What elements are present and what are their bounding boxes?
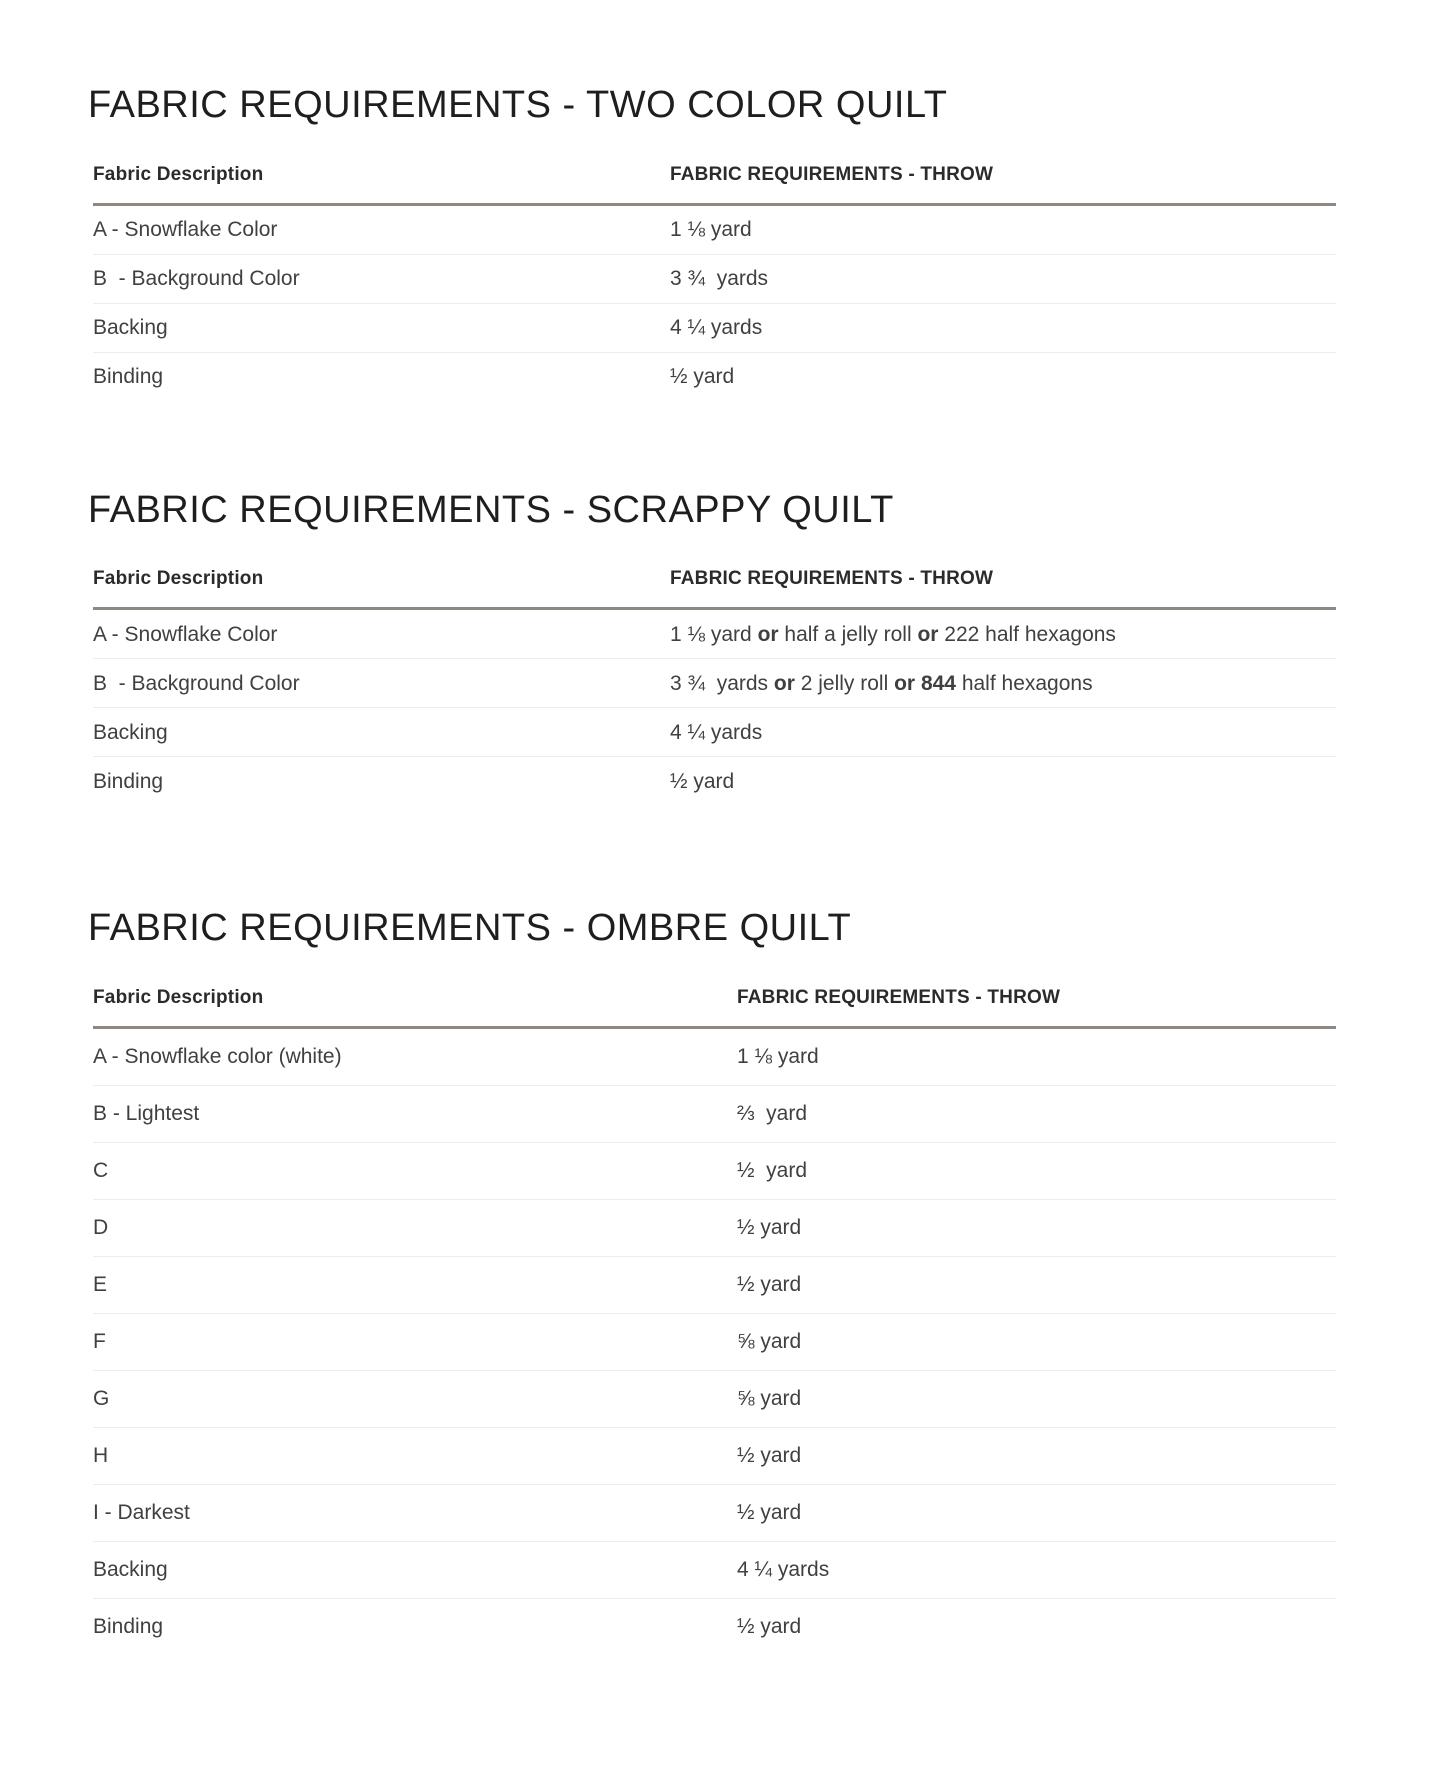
table-row: [93, 757, 1336, 805]
fabric-description-cell: Backing: [93, 316, 168, 340]
text-segment: 3 ¾ yards: [670, 267, 769, 291]
table-row: [93, 1542, 1336, 1599]
text-segment: ⅔ yard: [737, 1102, 808, 1126]
text-segment: 4 ¼ yards: [737, 1558, 830, 1582]
fabric-description-cell: E: [93, 1273, 108, 1297]
text-segment: ½ yard: [737, 1501, 802, 1525]
table-header-row: [93, 987, 1336, 1029]
fabric-description-cell: B - Background Color: [93, 267, 300, 291]
section-two-color-quilt: [88, 84, 1336, 401]
fabric-description-cell: Binding: [93, 365, 164, 389]
bold-text-segment: or: [917, 622, 939, 646]
table-row: [93, 1143, 1336, 1200]
fabric-description-cell: A - Snowflake Color: [93, 622, 278, 646]
table-row: [93, 708, 1336, 757]
requirement-value-cell: [737, 1443, 1336, 1468]
text-segment: ½ yard: [737, 1273, 802, 1297]
text-segment: 1 ⅛ yard: [670, 218, 752, 242]
fabric-description-cell: B - Lightest: [93, 1102, 200, 1126]
requirement-value-cell: [670, 769, 1336, 794]
bold-text-segment: or: [757, 622, 779, 646]
section-scrappy-quilt: [88, 488, 1336, 806]
table-row: [93, 1200, 1336, 1257]
fabric-table-scrappy: [93, 568, 1336, 805]
text-segment: 1 ⅛ yard: [670, 622, 758, 646]
table-row: [93, 1599, 1336, 1655]
requirement-value-cell: [737, 1557, 1336, 1582]
table-row: [93, 610, 1336, 659]
requirement-value-cell: [737, 1215, 1336, 1240]
table-row: [93, 255, 1336, 304]
fabric-description-cell: Backing: [93, 720, 168, 744]
section-title-two-color: FABRIC REQUIREMENTS - TWO COLOR QUILT: [88, 84, 948, 126]
text-segment: half hexagons: [955, 671, 1093, 695]
fabric-description-cell: G: [93, 1387, 110, 1411]
fabric-description-cell: H: [93, 1444, 109, 1468]
table-row: [93, 1257, 1336, 1314]
section-ombre-quilt: [88, 907, 1336, 1655]
text-segment: ½ yard: [737, 1444, 802, 1468]
text-segment: ½ yard: [670, 365, 735, 389]
text-segment: 2 jelly roll: [794, 671, 895, 695]
text-segment: half a jelly roll: [778, 622, 918, 646]
fabric-description-cell: F: [93, 1330, 106, 1354]
section-title-ombre: FABRIC REQUIREMENTS - OMBRE QUILT: [88, 907, 852, 950]
requirement-value-cell: [670, 217, 1336, 242]
column-header-requirements-throw: FABRIC REQUIREMENTS - THROW: [737, 987, 1061, 1009]
requirement-value-cell: [670, 720, 1336, 745]
fabric-description-cell: C: [93, 1159, 109, 1183]
requirement-value-cell: [737, 1500, 1336, 1525]
section-title-scrappy: FABRIC REQUIREMENTS - SCRAPPY QUILT: [88, 488, 894, 531]
bold-text-segment: or: [773, 671, 795, 695]
fabric-table-ombre: [93, 987, 1336, 1655]
column-header-requirements-throw: FABRIC REQUIREMENTS - THROW: [670, 568, 994, 590]
requirement-value-cell: [737, 1101, 1336, 1126]
text-segment: ⅝ yard: [737, 1330, 802, 1354]
requirement-value-cell: [737, 1158, 1336, 1183]
table-body: [93, 206, 1336, 401]
text-segment: 4 ¼ yards: [670, 720, 763, 744]
requirement-value-cell: [670, 266, 1336, 291]
bold-text-segment: 844: [920, 671, 956, 695]
table-header-row: [93, 164, 1336, 206]
text-segment: 3 ¾ yards: [670, 671, 774, 695]
fabric-description-cell: A - Snowflake Color: [93, 218, 278, 242]
requirement-value-cell: [670, 622, 1336, 647]
column-header-fabric-description: Fabric Description: [93, 987, 264, 1009]
table-row: [93, 304, 1336, 353]
table-row: [93, 659, 1336, 708]
fabric-description-cell: B - Background Color: [93, 671, 300, 695]
requirement-value-cell: [670, 364, 1336, 389]
table-body: [93, 610, 1336, 805]
fabric-description-cell: Binding: [93, 769, 164, 793]
table-row: [93, 1485, 1336, 1542]
text-segment: ⅝ yard: [737, 1387, 802, 1411]
table-row: [93, 1086, 1336, 1143]
text-segment: ½ yard: [737, 1216, 802, 1240]
fabric-description-cell: A - Snowflake color (white): [93, 1045, 342, 1069]
table-body: [93, 1029, 1336, 1655]
text-segment: ½ yard: [737, 1159, 808, 1183]
table-row: [93, 353, 1336, 401]
column-header-requirements-throw: FABRIC REQUIREMENTS - THROW: [670, 163, 994, 185]
text-segment: ½ yard: [670, 769, 735, 793]
requirement-value-cell: [670, 315, 1336, 340]
table-row: [93, 1029, 1336, 1086]
requirement-value-cell: [737, 1386, 1336, 1411]
fabric-description-cell: Backing: [93, 1558, 168, 1582]
fabric-description-cell: D: [93, 1216, 109, 1240]
table-row: [93, 1371, 1336, 1428]
text-segment: 1 ⅛ yard: [737, 1045, 819, 1069]
requirement-value-cell: [737, 1614, 1336, 1639]
table-row: [93, 1314, 1336, 1371]
column-header-fabric-description: Fabric Description: [93, 163, 264, 185]
requirement-value-cell: [737, 1329, 1336, 1354]
table-row: [93, 1428, 1336, 1485]
text-segment: ½ yard: [737, 1615, 802, 1639]
requirement-value-cell: [670, 671, 1336, 696]
bold-text-segment: or: [894, 671, 916, 695]
table-header-row: [93, 568, 1336, 610]
requirement-value-cell: [737, 1272, 1336, 1297]
fabric-description-cell: I - Darkest: [93, 1501, 190, 1525]
text-segment: 4 ¼ yards: [670, 316, 763, 340]
requirement-value-cell: [737, 1044, 1336, 1069]
table-row: [93, 206, 1336, 255]
text-segment: 222 half hexagons: [938, 622, 1116, 646]
fabric-table-two-color: [93, 164, 1336, 401]
column-header-fabric-description: Fabric Description: [93, 568, 264, 590]
fabric-description-cell: Binding: [93, 1615, 164, 1639]
